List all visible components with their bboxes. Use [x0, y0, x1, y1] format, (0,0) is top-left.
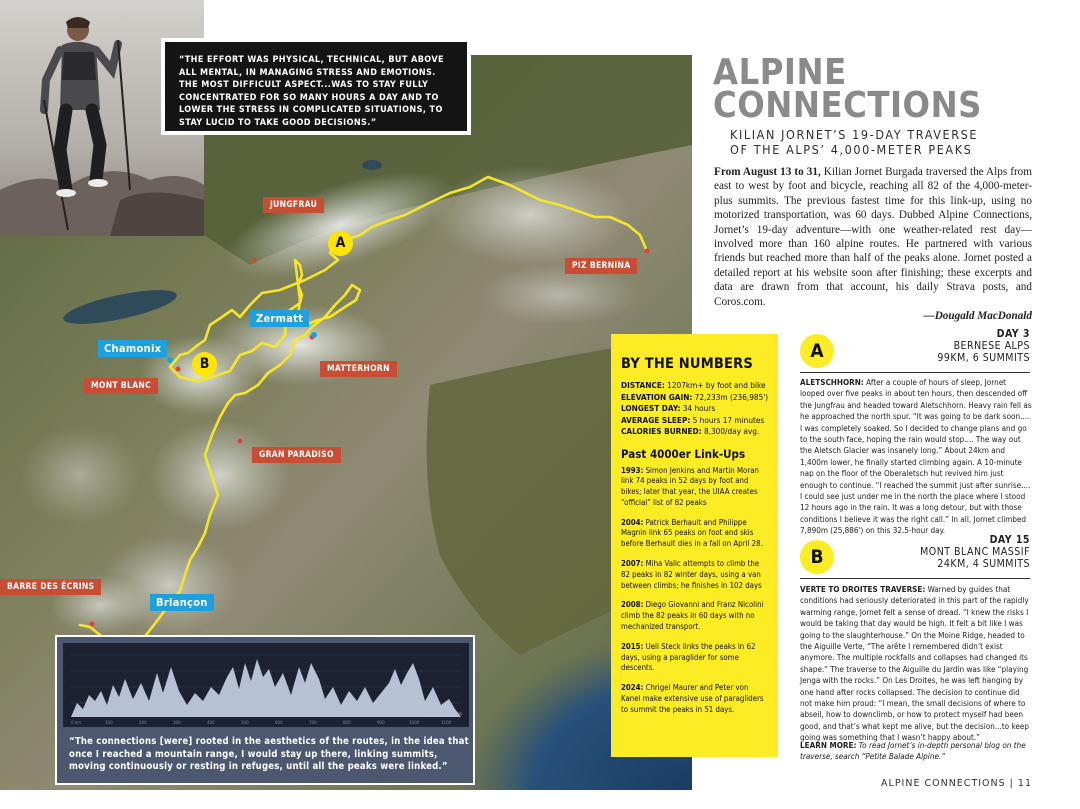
day-a-body: After a couple of hours of sleep, Jornet looped over five peaks in about ten hours, then descended off the Jungfrau and headed toward Aletschhorn. Heavy rain fell as he approached the north spur. “It was going to be dark soon.... I was completely soaked. So I decided to change plans and go to the south face, hoping the rain would stop.... The way out the Aletsch Glacier was insanely long.” About 24km and 1,400m lower, he finally started climbing again. A 10-minute nap on the floor of the Oberaletsch hut revived him just enough to continue. “I reached the summit just after sunrise.... I could see just under me in the north the place where I stood 12 hours ago in the rain. It was a long detour, but with those conditions I believe it was the right call.” In all, Jornet climbed 7,890m (25,886') on this 32.5-hour day.: [800, 377, 1032, 536]
stat-value: 1207km+ by foot and bike: [664, 380, 766, 390]
map-label-mont-blanc: MONT BLANC: [84, 378, 158, 394]
day-a-stats: 99KM, 6 SUMMITS: [937, 352, 1030, 364]
stat-calories: [621, 426, 770, 438]
stat-longest-day: [621, 403, 770, 415]
linkup-2004: [621, 518, 770, 550]
numbers-heading: BY THE NUMBERS: [621, 356, 753, 372]
day-a-text: [800, 377, 1032, 537]
map-label-jungfrau: JUNGFRAU: [263, 197, 324, 213]
elevation-tick-5: 500: [241, 720, 249, 725]
event-year: 2015:: [621, 641, 644, 651]
elevation-chart: [63, 643, 469, 727]
day-b-body: Warned by guides that conditions had seriously deteriorated in this part of the rapidly warming range, Jornet felt a sense of dread. “I knew the risks I would be taking that day would be high. It felt a bit like I was going to the slaughterhouse.” On the Moine Ridge, headed to the Aiguille Verte, “The arête I remembered didn’t exist anymore. The multiple rockfalls and collapses had changed its shape.” The traverse to the Aiguille du Jardin was like “playing Jenga with the rocks.” On Les Droites, he was left hanging by one hand after rocks collapsed. The decision to continue did not make him proud: “I mean, the small decisions of where to abseil, how to downclimb, or how to protect myself had been good, and that’s what kept me alive, but the decision...to keep going was something that I wasn’t happy about.”: [800, 584, 1029, 743]
event-text: Chrigel Maurer and Peter von Kanel make extensive use of paragliders to summit the peaks in 51 days.: [621, 683, 764, 714]
day-a-lead: ALETSCHHORN:: [800, 377, 864, 387]
day-b-rule: [800, 578, 1030, 579]
elevation-tick-7: 700: [309, 720, 317, 725]
article-subtitle-line1: KILIAN JORNET’S 19-DAY TRAVERSE: [730, 127, 979, 142]
intro-lead: From August 13 to 31,: [714, 166, 821, 178]
day-b-region: MONT BLANC MASSIF: [920, 546, 1030, 558]
day-a-header: [800, 328, 1030, 374]
elevation-tick-10: 1000: [409, 720, 420, 725]
elevation-credit: DATA PROVIDED BY COROS: [413, 712, 462, 716]
article-title: [713, 52, 982, 126]
map-label-chamonix: Chamonix: [98, 340, 167, 357]
linkup-2024: [621, 683, 770, 715]
day-b-day: DAY 15: [989, 534, 1030, 546]
stat-label: ELEVATION GAIN:: [621, 391, 693, 402]
map-label-gran-paradiso: GRAN PARADISO: [252, 447, 341, 463]
day-a-region: BERNESE ALPS: [953, 340, 1030, 352]
by-the-numbers-panel: [611, 334, 778, 757]
waypoint-a-marker: A: [328, 231, 353, 256]
event-year: 2004:: [621, 517, 644, 527]
page-footer: ALPINE CONNECTIONS | 11: [881, 778, 1032, 789]
event-text: Patrick Berhault and Philippe Magnin link 65 peaks on foot and skis before Berhault dies in a fall on April 28.: [621, 517, 763, 549]
elevation-profile: [63, 643, 469, 727]
pull-quote-top: “THE EFFORT WAS PHYSICAL, TECHNICAL, BUT ABOVE ALL MENTAL, IN MANAGING STRESS AND EMOTIONS. THE MOST DIFFICULT ASPECT...WAS TO STAY FULLY CONCENTRATED FOR SO MANY HOURS A DAY AND TO LOWER THE STRESS IN COMPLICATED SITUATIONS, TO STAY LUCID TO TAKE GOOD DECISIONS.”: [161, 38, 471, 135]
learn-more-lead: LEARN MORE:: [800, 740, 857, 750]
intro-body: Kilian Jornet Burgada traversed the Alps from east to west by foot and bicycle, reaching all 82 of the 4,000-meter-plus summits. The previous fastest time for this link-up, using no motorized transportation, was 60 days. Dubbed Alpine Connections, Jornet’s 19-day adventure—with one weather-related rest day—involved more than 160 alpine routes. He partnered with various friends but reached more than half of the peaks alone. Jornet posted a detailed report at his website soon after finishing; these excerpts and data are drawn from that account, his daily Strava posts, and Coros.com.: [714, 166, 1032, 308]
linkup-2007: [621, 559, 770, 591]
day-a-rule: [800, 372, 1030, 373]
stat-value: 5 hours 17 minutes: [690, 414, 765, 425]
article-subtitle-line2: OF THE ALPS’ 4,000-METER PEAKS: [730, 142, 973, 157]
map-label-zermatt: Zermatt: [250, 310, 309, 327]
elevation-tick-9: 900: [377, 720, 385, 725]
article-title-line2: CONNECTIONS: [713, 85, 982, 126]
event-year: 2024:: [621, 683, 644, 693]
past-linkups-heading: Past 4000er Link-Ups: [621, 446, 746, 461]
elevation-tick-11: 1100: [441, 720, 452, 725]
elevation-tick-8: 800: [343, 720, 351, 725]
stat-value: 8,300/day avg.: [701, 426, 760, 436]
linkup-2008: [621, 600, 770, 632]
pull-quote-bottom-panel: [55, 635, 475, 785]
waypoint-b-marker: B: [192, 352, 217, 377]
elevation-tick-2: 200: [139, 720, 147, 725]
map-label-piz-bernina: PIZ BERNINA: [565, 258, 637, 274]
event-text: Simon Jenkins and Martin Moran link 74 peaks in 52 days by foot and bikes; later that year, the UIAA creates “official” list of 82 peaks: [621, 465, 759, 507]
map-label-briancon: Briançon: [150, 594, 214, 611]
event-year: 2007:: [621, 559, 644, 569]
learn-more-body: To read Jornet’s in-depth personal blog on the traverse, search “Petite Balade Alpine.”: [800, 740, 1026, 761]
elevation-tick-4: 400: [207, 720, 215, 725]
article-subtitle: [730, 127, 978, 157]
stat-label: LONGEST DAY:: [621, 403, 681, 413]
stat-distance: [621, 380, 770, 392]
event-text: Diego Giovanni and Franz Nicolini climb the 82 peaks in 60 days with no mechanized transport.: [621, 600, 764, 632]
day-b-header: [800, 534, 1030, 580]
day-b-marker: B: [800, 540, 834, 574]
map-label-barre-des-ecrins: BARRE DES ÉCRINS: [0, 579, 101, 595]
elevation-tick-0: 0 km: [71, 720, 82, 725]
day-a-marker: A: [800, 334, 834, 368]
linkup-1993: [621, 466, 770, 509]
learn-more: [800, 740, 1032, 762]
linkup-2015: [621, 642, 770, 674]
event-year: 1993:: [621, 465, 644, 475]
stat-label: DISTANCE:: [621, 380, 665, 390]
article-byline: —Dougald MacDonald: [923, 310, 1032, 323]
numbers-stats: [621, 380, 770, 438]
elevation-tick-3: 300: [173, 720, 181, 725]
elevation-tick-1: 100: [105, 720, 113, 725]
stat-elevation-gain: [621, 392, 770, 404]
article-title-line1: ALPINE: [713, 52, 847, 93]
day-b-stats: 24KM, 4 SUMMITS: [937, 558, 1030, 570]
day-a-title: [937, 328, 1030, 364]
event-text: Miha Valic attempts to climb the 82 peaks in 82 winter days, using a van between climbs; he finishes in 102 days: [621, 559, 762, 590]
day-b-text: [800, 584, 1032, 744]
event-year: 2008:: [621, 600, 644, 610]
day-b-title: [920, 534, 1030, 570]
stat-label: CALORIES BURNED:: [621, 426, 702, 436]
stat-value: 34 hours: [680, 403, 716, 413]
day-b-lead: VERTE TO DROITES TRAVERSE:: [800, 584, 926, 594]
pull-quote-bottom: “The connections [were] rooted in the aesthetics of the routes, in the idea that once I reached a mountain range, I would stay up there, linking summits, moving continuously or resting in refuges, until all the peaks were linked.”: [69, 736, 469, 772]
article-intro: [714, 165, 1032, 323]
stat-label: AVERAGE SLEEP:: [621, 414, 691, 425]
day-a-day: DAY 3: [996, 328, 1030, 340]
map-label-matterhorn: MATTERHORN: [320, 361, 397, 377]
event-text: Ueli Steck links the peaks in 62 days, using a paraglider for some descents.: [621, 641, 756, 673]
stat-average-sleep: [621, 415, 770, 427]
stat-value: 72,233m (236,985'): [692, 391, 769, 402]
elevation-tick-6: 600: [275, 720, 283, 725]
